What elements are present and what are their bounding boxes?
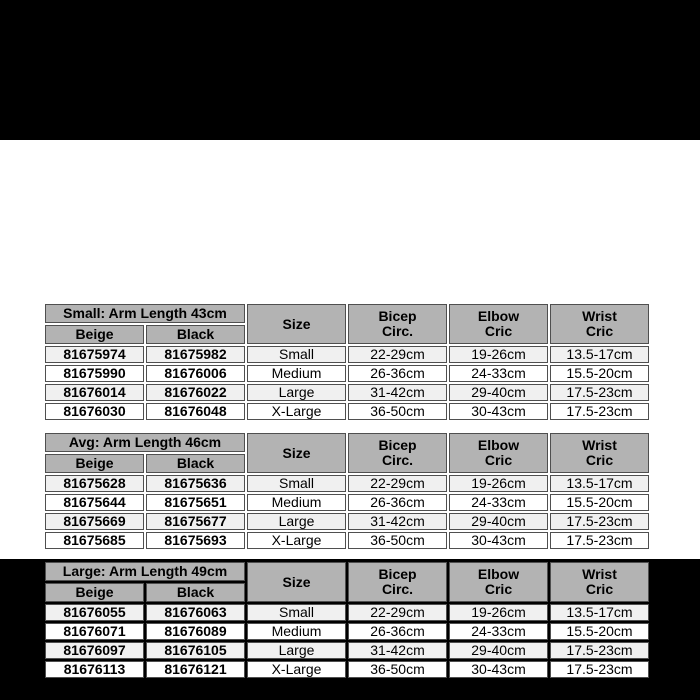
- table-row: [45, 494, 649, 511]
- cell-beige-sku: 81675644: [45, 494, 144, 511]
- col-header-elbow: [449, 433, 548, 473]
- table-title: Large: Arm Length 49cm: [45, 562, 245, 581]
- cell-black-sku: 81675693: [146, 532, 245, 549]
- cell-elbow: 19-26cm: [449, 475, 548, 492]
- cell-elbow: 24-33cm: [449, 623, 548, 640]
- col-header-elbow-line2: Cric: [484, 452, 513, 468]
- col-header-size: Size: [247, 562, 346, 602]
- col-header-wrist: [550, 304, 649, 344]
- cell-bicep: 36-50cm: [348, 532, 447, 549]
- col-header-bicep: [348, 433, 447, 473]
- col-header-bicep-line2: Circ.: [381, 581, 414, 597]
- cell-elbow: 24-33cm: [449, 494, 548, 511]
- table-row: [45, 346, 649, 363]
- table-row: [45, 623, 649, 640]
- cell-bicep: 36-50cm: [348, 661, 447, 678]
- cell-beige-sku: 81676071: [45, 623, 144, 640]
- table-row: [45, 403, 649, 420]
- col-header-wrist-line1: Wrist: [582, 566, 617, 582]
- cell-bicep: 22-29cm: [348, 475, 447, 492]
- cell-wrist: 15.5-20cm: [550, 365, 649, 382]
- cell-bicep: 31-42cm: [348, 384, 447, 401]
- col-header-black: Black: [146, 325, 245, 344]
- col-header-wrist-line1: Wrist: [582, 308, 617, 324]
- col-header-size: Size: [247, 304, 346, 344]
- cell-wrist: 17.5-23cm: [550, 532, 649, 549]
- cell-bicep: 26-36cm: [348, 365, 447, 382]
- col-header-wrist-line2: Cric: [585, 581, 614, 597]
- cell-wrist: 13.5-17cm: [550, 346, 649, 363]
- cell-bicep: 26-36cm: [348, 494, 447, 511]
- col-header-beige: Beige: [45, 325, 144, 344]
- cell-wrist: 17.5-23cm: [550, 513, 649, 530]
- cell-wrist: 15.5-20cm: [550, 623, 649, 640]
- cell-black-sku: 81676006: [146, 365, 245, 382]
- col-header-bicep-line1: Bicep: [378, 566, 417, 582]
- col-header-wrist: [550, 562, 649, 602]
- cell-black-sku: 81676121: [146, 661, 245, 678]
- cell-elbow: 29-40cm: [449, 513, 548, 530]
- table-row: [45, 661, 649, 678]
- col-header-bicep-line2: Circ.: [381, 323, 414, 339]
- cell-beige-sku: 81675628: [45, 475, 144, 492]
- cell-size: Large: [247, 642, 346, 659]
- cell-beige-sku: 81676014: [45, 384, 144, 401]
- col-header-elbow: [449, 562, 548, 602]
- col-header-wrist-line2: Cric: [585, 323, 614, 339]
- cell-beige-sku: 81675990: [45, 365, 144, 382]
- cell-beige-sku: 81675974: [45, 346, 144, 363]
- cell-bicep: 31-42cm: [348, 642, 447, 659]
- size-table-small-arm: [43, 302, 651, 422]
- col-header-size: Size: [247, 433, 346, 473]
- table-row: [45, 475, 649, 492]
- cell-black-sku: 81676089: [146, 623, 245, 640]
- col-header-bicep: [348, 304, 447, 344]
- cell-size: X-Large: [247, 661, 346, 678]
- cell-size: Large: [247, 384, 346, 401]
- col-header-bicep-line1: Bicep: [378, 437, 417, 453]
- col-header-beige: Beige: [45, 454, 144, 473]
- cell-bicep: 22-29cm: [348, 604, 447, 621]
- table-row: [45, 365, 649, 382]
- table-row: [45, 642, 649, 659]
- cell-bicep: 36-50cm: [348, 403, 447, 420]
- col-header-black: Black: [146, 454, 245, 473]
- cell-wrist: 17.5-23cm: [550, 661, 649, 678]
- cell-wrist: 17.5-23cm: [550, 384, 649, 401]
- table-row: [45, 513, 649, 530]
- cell-elbow: 19-26cm: [449, 346, 548, 363]
- cell-elbow: 30-43cm: [449, 403, 548, 420]
- col-header-wrist-line1: Wrist: [582, 437, 617, 453]
- cell-elbow: 19-26cm: [449, 604, 548, 621]
- cell-black-sku: 81676063: [146, 604, 245, 621]
- cell-elbow: 29-40cm: [449, 384, 548, 401]
- size-chart-panel: [0, 140, 700, 677]
- header-row-title: [45, 304, 649, 323]
- table-title: Avg: Arm Length 46cm: [45, 433, 245, 452]
- col-header-elbow: [449, 304, 548, 344]
- cell-size: Small: [247, 604, 346, 621]
- cell-size: Small: [247, 475, 346, 492]
- cell-black-sku: 81676048: [146, 403, 245, 420]
- col-header-wrist-line2: Cric: [585, 452, 614, 468]
- cell-wrist: 13.5-17cm: [550, 475, 649, 492]
- col-header-beige: Beige: [45, 583, 144, 602]
- col-header-bicep-line2: Circ.: [381, 452, 414, 468]
- cell-bicep: 22-29cm: [348, 346, 447, 363]
- size-tables-wrapper: [43, 302, 651, 689]
- cell-black-sku: 81675982: [146, 346, 245, 363]
- cell-size: Medium: [247, 365, 346, 382]
- cell-size: Small: [247, 346, 346, 363]
- col-header-bicep-line1: Bicep: [378, 308, 417, 324]
- cell-beige-sku: 81675685: [45, 532, 144, 549]
- table-row: [45, 532, 649, 549]
- table-title: Small: Arm Length 43cm: [45, 304, 245, 323]
- cell-wrist: 15.5-20cm: [550, 494, 649, 511]
- header-row-title: [45, 562, 649, 581]
- col-header-elbow-line1: Elbow: [477, 566, 520, 582]
- cell-beige-sku: 81676055: [45, 604, 144, 621]
- col-header-bicep: [348, 562, 447, 602]
- cell-elbow: 30-43cm: [449, 532, 548, 549]
- col-header-elbow-line2: Cric: [484, 581, 513, 597]
- size-table-avg-arm: [43, 431, 651, 551]
- header-row-title: [45, 433, 649, 452]
- cell-wrist: 13.5-17cm: [550, 604, 649, 621]
- cell-elbow: 24-33cm: [449, 365, 548, 382]
- cell-elbow: 29-40cm: [449, 642, 548, 659]
- cell-beige-sku: 81676030: [45, 403, 144, 420]
- cell-size: X-Large: [247, 403, 346, 420]
- cell-black-sku: 81675636: [146, 475, 245, 492]
- table-row: [45, 384, 649, 401]
- col-header-elbow-line2: Cric: [484, 323, 513, 339]
- size-table-large-arm: [43, 560, 651, 680]
- cell-size: Medium: [247, 623, 346, 640]
- table-row: [45, 604, 649, 621]
- cell-elbow: 30-43cm: [449, 661, 548, 678]
- cell-black-sku: 81675651: [146, 494, 245, 511]
- cell-beige-sku: 81675669: [45, 513, 144, 530]
- cell-beige-sku: 81676097: [45, 642, 144, 659]
- cell-size: X-Large: [247, 532, 346, 549]
- cell-black-sku: 81676022: [146, 384, 245, 401]
- cell-wrist: 17.5-23cm: [550, 642, 649, 659]
- col-header-wrist: [550, 433, 649, 473]
- col-header-elbow-line1: Elbow: [477, 437, 520, 453]
- col-header-elbow-line1: Elbow: [477, 308, 520, 324]
- cell-bicep: 31-42cm: [348, 513, 447, 530]
- cell-size: Medium: [247, 494, 346, 511]
- cell-wrist: 17.5-23cm: [550, 403, 649, 420]
- cell-black-sku: 81676105: [146, 642, 245, 659]
- col-header-black: Black: [146, 583, 245, 602]
- cell-size: Large: [247, 513, 346, 530]
- cell-bicep: 26-36cm: [348, 623, 447, 640]
- cell-beige-sku: 81676113: [45, 661, 144, 678]
- cell-black-sku: 81675677: [146, 513, 245, 530]
